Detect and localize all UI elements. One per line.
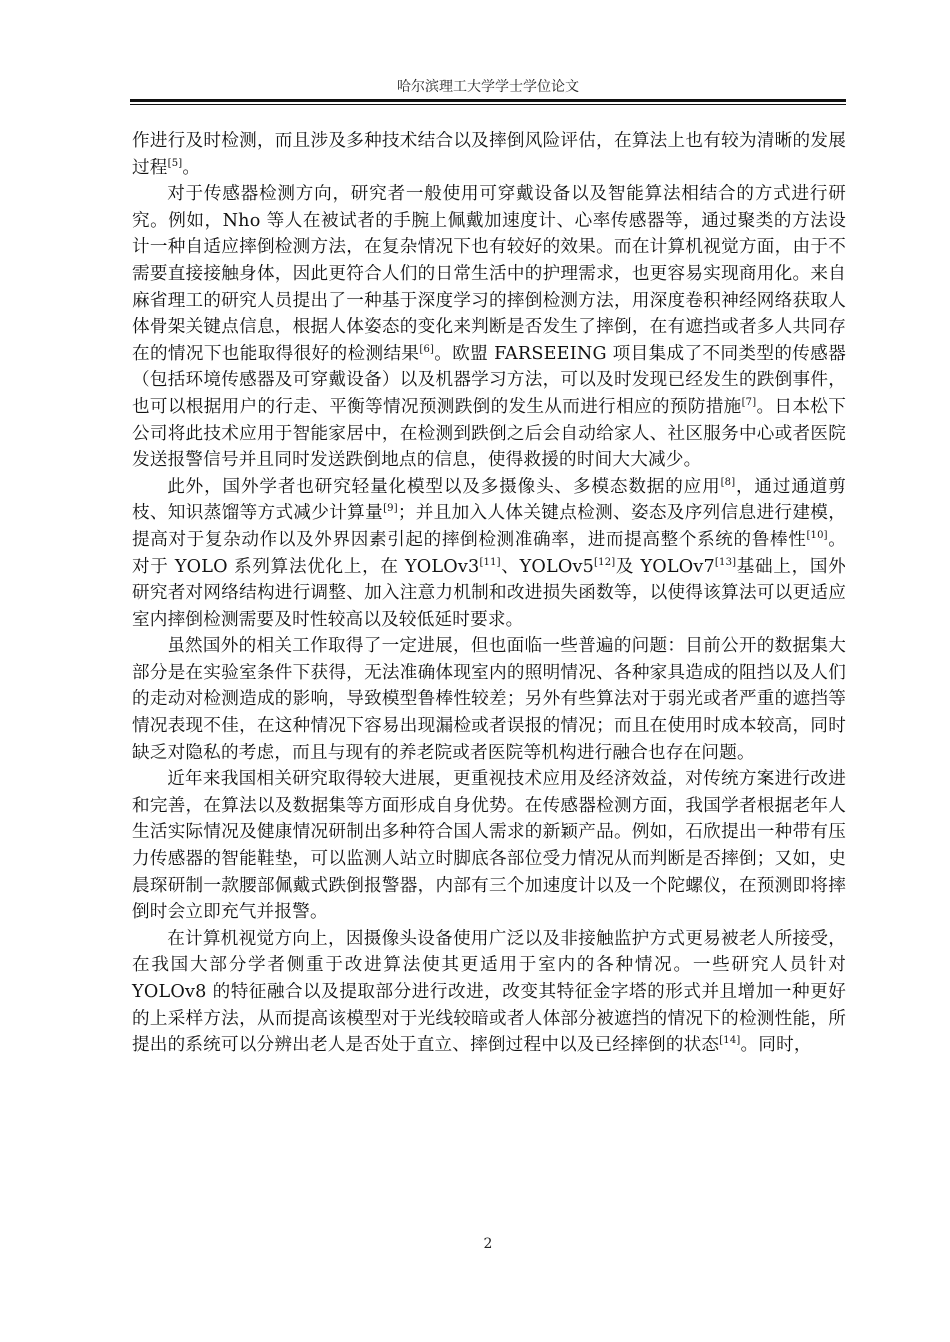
citation-ref: [11] — [479, 556, 501, 568]
text-run: 在计算机视觉方向上，因摄像头设备使用广泛以及非接触监护方式更易被老人所接受，在我国大部分学者侧重于改进算法使其更适用于室内的各种情况。一些研究人员针对 YOLOv8 的特征融合以及提取部分进行改进，改变其特征金字塔的形式并且增加一种更好的上采样方法，从而提高该模型对于光线较暗或者人体部分被遮挡的情况下的检测性能，所提出的系统可以分辨出老人是否处于直立、摔倒过程中以及已经摔倒的状态 — [132, 928, 846, 1056]
text-run: 对于传感器检测方向，研究者一般使用可穿戴设备以及智能算法相结合的方式进行研究。例如，Nho 等人在被试者的手腕上佩戴加速度计、心率传感器等，通过聚类的方法设计一种自适应摔倒检测方法，在复杂情况下也有较好的效果。而在计算机视觉方面，由于不需要直接接触身体，因此更符合人们的日常生活中的护理需求，也更容易实现商用化。来自麻省理工的研究人员提出了一种基于深度学习的摔倒检测方法，用深度卷积神经网络获取人体骨架关键点信息，根据人体姿态的变化来判断是否发生了摔倒，在有遮挡或者多人共同存在的情况下也能取得很好的检测结果 — [132, 184, 846, 364]
citation-ref: [9] — [383, 503, 398, 515]
text-run: ；并且加入人体关键点检测、姿态及序列信息进行建模，提高对于复杂动作以及外界因素引起的摔倒检测准确率，进而提高整个系统的鲁棒性 — [132, 503, 846, 550]
text-run: 虽然国外的相关工作取得了一定进展，但也面临一些普遍的问题：目前公开的数据集大部分是在实验室条件下获得，无法准确体现室内的照明情况、各种家具造成的阻挡以及人们的走动对检测造成的影响，导致模型鲁棒性较差；另外有些算法对于弱光或者严重的遮挡等情况表现不佳，在这种情况下容易出现漏检或者误报的情况；而且在使用时成本较高，同时缺乏对隐私的考虑，而且与现有的养老院或者医院等机构进行融合也存在问题。 — [132, 636, 846, 763]
citation-ref: [6] — [419, 343, 435, 355]
text-run: 。欧盟 FARSEEING 项目集成了不同类型的传感器（包括环境传感器及可穿戴设备）以及机器学习方法，可以及时发现已经发生的跌倒事件，也可以根据用户的行走、平衡等情况预测跌倒的发生从而进行相应的预防措施 — [132, 343, 846, 417]
text-run: 、YOLOv5 — [500, 556, 595, 577]
text-run: 基础上，国外研究者对网络结构进行调整、加入注意力机制和改进损失函数等，以使得该算法可以更适应室内摔倒检测需要及时性较高以及较低延时要求。 — [132, 556, 846, 630]
body-text — [132, 128, 846, 1059]
paragraph — [132, 633, 846, 766]
citation-ref: [8] — [720, 476, 736, 488]
citation-ref: [12] — [594, 556, 616, 568]
citation-ref: [5] — [167, 157, 183, 169]
paragraph — [132, 181, 846, 474]
paragraph — [132, 128, 846, 181]
text-run: ，通过通道剪枝、知识蒸馏等方式减少计算量 — [132, 476, 847, 524]
text-run: 及 YOLOv7 — [615, 556, 715, 577]
paragraph — [132, 474, 846, 634]
paragraph — [132, 766, 846, 926]
text-run: 。 — [182, 157, 201, 178]
citation-ref: [10] — [806, 530, 828, 542]
header-rule-thick — [130, 99, 846, 102]
running-header: 哈尔滨理工大学学士学位论文 — [397, 79, 579, 95]
text-run: 。日本松下公司将此技术应用于智能家居中，在检测到跌倒之后会自动给家人、社区服务中心或者医院发送报警信号并且同时发送跌倒地点的信息，使得救援的时间大大减少。 — [132, 396, 846, 471]
text-run: 。对于 YOLO 系列算法优化上，在 YOLOv3 — [132, 529, 847, 577]
header-rule-thin — [130, 104, 846, 105]
citation-ref: [14] — [719, 1035, 741, 1047]
text-run: 近年来我国相关研究取得较大进展，更重视技术应用及经济效益，对传统方案进行改进和完善，在算法以及数据集等方面形成自身优势。在传感器检测方面，我国学者根据老年人生活实际情况及健康情况研制出多种符合国人需求的新颖产品。例如，石欣提出一种带有压力传感器的智能鞋垫，可以监测人站立时脚底各部位受力情况从而判断是否摔倒；又如，史晨琛研制一款腰部佩戴式跌倒报警器，内部有三个加速度计以及一个陀螺仪，在预测即将摔倒时会立即充气并报警。 — [132, 769, 846, 923]
text-run: 此外，国外学者也研究轻量化模型以及多摄像头、多模态数据的应用 — [167, 476, 721, 497]
citation-ref: [13] — [714, 556, 737, 568]
page-number: 2 — [483, 1236, 493, 1252]
text-run: 作进行及时检测，而且涉及多种技术结合以及摔倒风险评估，在算法上也有较为清晰的发展过程 — [132, 131, 846, 178]
paragraph — [132, 926, 846, 1059]
text-run: 。同时， — [740, 1035, 812, 1056]
citation-ref: [7] — [741, 397, 757, 409]
